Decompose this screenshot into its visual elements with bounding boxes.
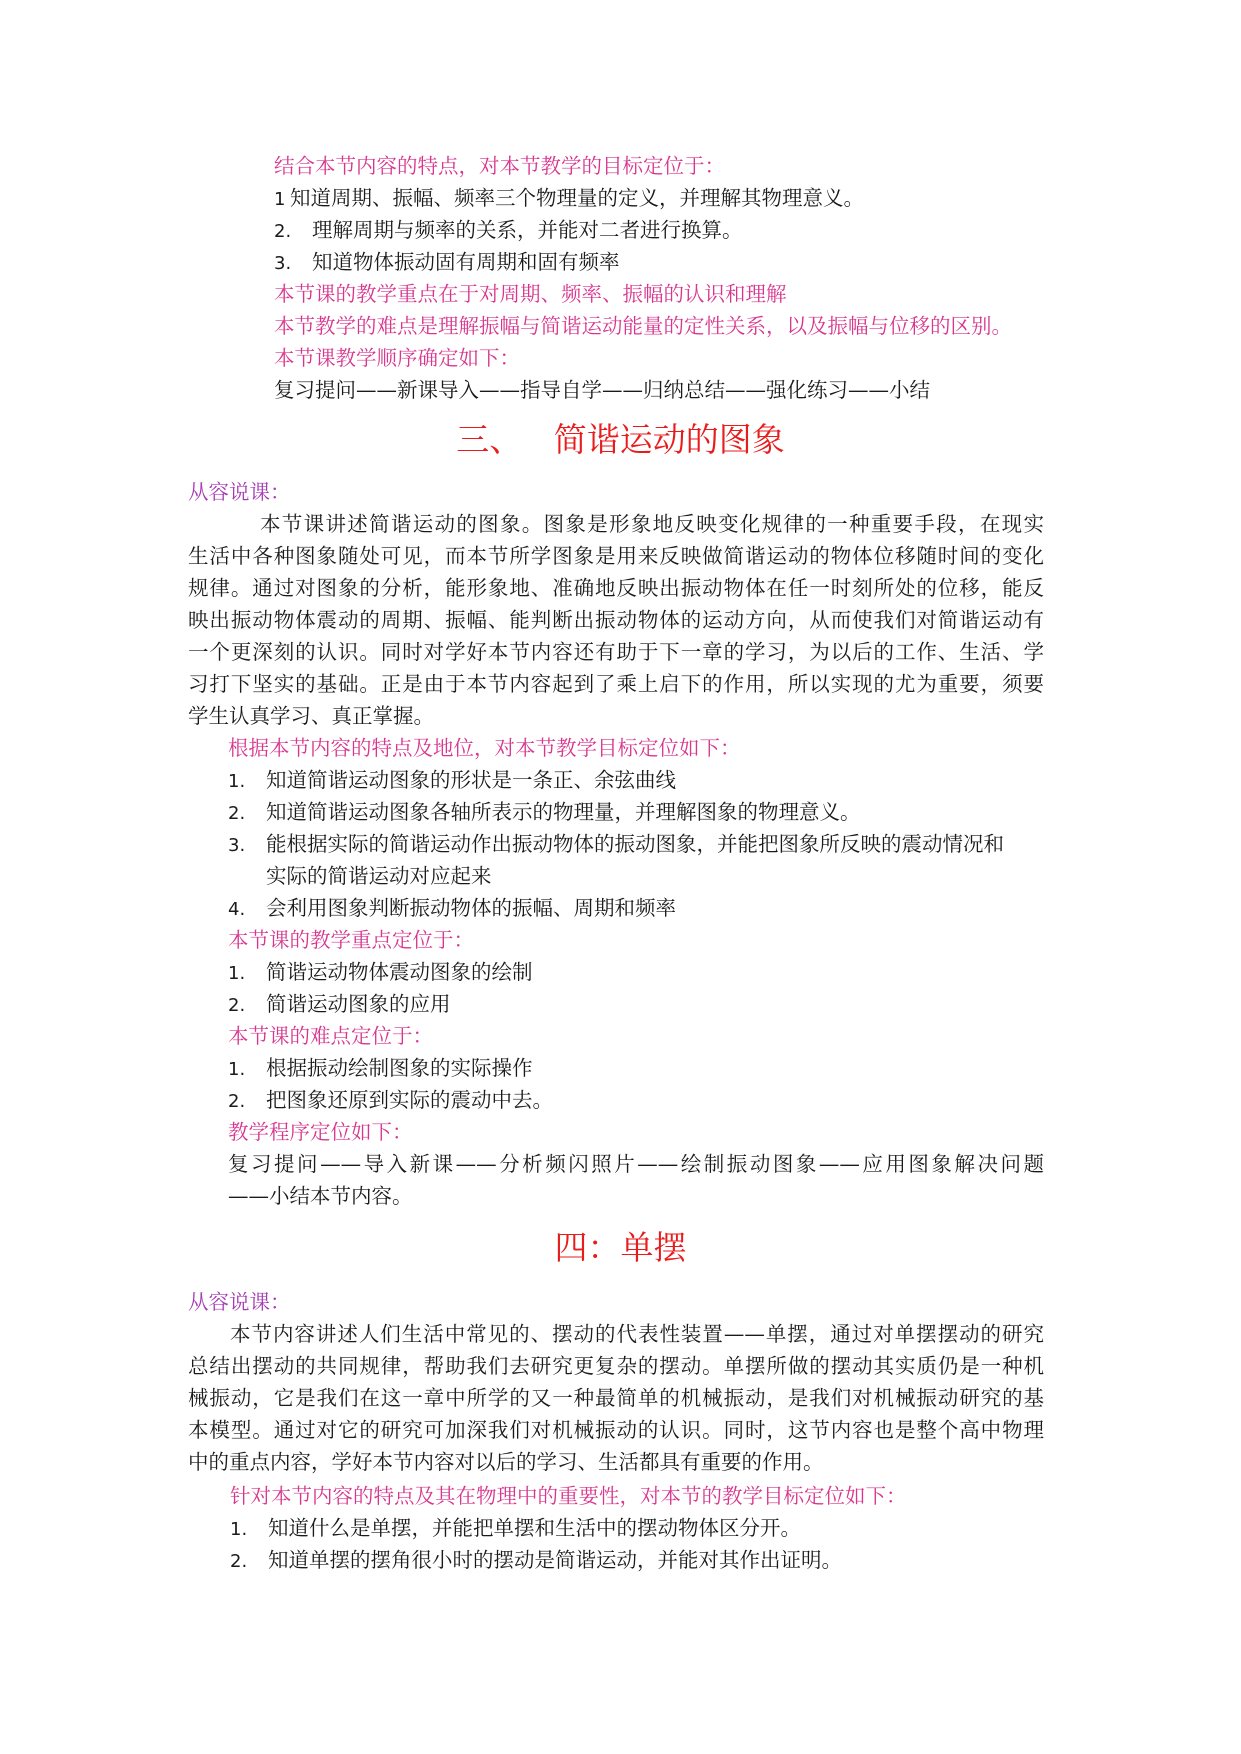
teaching-order — [228, 1148, 1044, 1212]
list-item — [228, 956, 533, 990]
list-number: 1. — [228, 1059, 246, 1080]
goal-intro: 根据本节内容的特点及地位，对本节教学目标定位如下： — [228, 736, 741, 760]
list-item — [230, 1544, 842, 1578]
section-label: 从容说课： — [188, 1290, 291, 1314]
list-number: 1. — [228, 771, 246, 792]
list-number: 3. — [228, 835, 246, 856]
list-text: 把图象还原到实际的震动中去。 — [266, 1088, 553, 1112]
order-intro: 本节课教学顺序确定如下： — [274, 346, 520, 370]
paragraph-line: 中的重点内容，学好本节内容对以后的学习、生活都具有重要的作用。 — [188, 1450, 824, 1474]
order-line: ——小结本节内容。 — [228, 1184, 413, 1208]
intro-paragraph — [188, 1318, 1044, 1478]
order-intro: 教学程序定位如下： — [228, 1120, 413, 1144]
heading-number: 三、 — [456, 420, 523, 459]
list-number: 4. — [228, 899, 246, 920]
paragraph-line: 学生认真学习、真正掌握。 — [188, 704, 434, 728]
paragraph-line: 映出振动物体震动的周期、振幅、能判断出振动物体的运动方向，从而使我们对简谐运动有 — [188, 608, 1044, 632]
section-label: 从容说课： — [188, 480, 291, 504]
teaching-order: 复习提问——新课导入——指导自学——归纳总结——强化练习——小结 — [274, 378, 930, 402]
difficulty: 本节教学的难点是理解振幅与简谐运动能量的定性关系，以及振幅与位移的区别。 — [274, 314, 1012, 338]
list-item — [228, 988, 451, 1022]
list-item — [228, 1052, 533, 1086]
heading-title: 简谐运动的图象 — [553, 420, 785, 459]
list-text: 根据振动绘制图象的实际操作 — [266, 1056, 533, 1080]
list-number: 1. — [228, 963, 246, 984]
list-item — [228, 828, 1004, 862]
paragraph-line: 本节课讲述简谐运动的图象。图象是形象地反映变化规律的一种重要手段，在现实 — [260, 512, 1044, 536]
list-item — [230, 1512, 801, 1546]
paragraph-line: 本节内容讲述人们生活中常见的、摆动的代表性装置——单摆，通过对单摆摆动的研究 — [230, 1322, 1044, 1346]
paragraph-line: 总结出摆动的共同规律，帮助我们去研究更复杂的摆动。单摆所做的摆动其实质仍是一种机 — [188, 1354, 1044, 1378]
section-heading — [0, 418, 1241, 462]
list-text: 简谐运动物体震动图象的绘制 — [266, 960, 533, 984]
list-text-continued: 实际的简谐运动对应起来 — [266, 864, 492, 888]
list-item — [274, 214, 743, 248]
list-text: 知道简谐运动图象各轴所表示的物理量，并理解图象的物理意义。 — [266, 800, 861, 824]
list-text: 能根据实际的简谐运动作出振动物体的振动图象，并能把图象所反映的震动情况和 — [266, 832, 1004, 856]
list-text: 知道简谐运动图象的形状是一条正、余弦曲线 — [266, 768, 676, 792]
list-text: 简谐运动图象的应用 — [266, 992, 451, 1016]
difficulty-intro: 本节课的难点定位于： — [228, 1024, 433, 1048]
list-text: 知道周期、振幅、频率三个物理量的定义，并理解其物理意义。 — [290, 186, 864, 210]
paragraph-line: 规律。通过对图象的分析，能形象地、准确地反映出振动物体在任一时刻所处的位移，能反 — [188, 576, 1044, 600]
paragraph-line: 生活中各种图象随处可见，而本节所学图象是用来反映做简谐运动的物体位移随时间的变化 — [188, 544, 1044, 568]
goal-intro: 结合本节内容的特点，对本节教学的目标定位于： — [274, 154, 725, 178]
list-number: 2. — [228, 803, 246, 824]
list-number: 1. — [230, 1519, 248, 1540]
list-text: 知道物体振动固有周期和固有频率 — [312, 250, 620, 274]
list-item — [228, 1084, 553, 1118]
paragraph-line: 习打下坚实的基础。正是由于本节内容起到了乘上启下的作用，所以实现的尤为重要，须要 — [188, 672, 1044, 696]
key-point: 本节课的教学重点在于对周期、频率、振幅的认识和理解 — [274, 282, 787, 306]
paragraph-line: 一个更深刻的认识。同时对学好本节内容还有助于下一章的学习，为以后的工作、生活、学 — [188, 640, 1044, 664]
list-number: 3. — [274, 253, 292, 274]
order-line: 复习提问——导入新课——分析频闪照片——绘制振动图象——应用图象解决问题 — [228, 1152, 1044, 1176]
list-text: 知道单摆的摆角很小时的摆动是简谐运动，并能对其作出证明。 — [268, 1548, 842, 1572]
list-item — [274, 182, 864, 216]
list-number: 2. — [274, 221, 292, 242]
list-text: 会利用图象判断振动物体的振幅、周期和频率 — [266, 896, 676, 920]
paragraph-line: 械振动，它是我们在这一章中所学的又一种最简单的机械振动，是我们对机械振动研究的基 — [188, 1386, 1044, 1410]
key-intro: 本节课的教学重点定位于： — [228, 928, 474, 952]
list-number: 2. — [230, 1551, 248, 1572]
goal-intro: 针对本节内容的特点及其在物理中的重要性，对本节的教学目标定位如下： — [230, 1484, 907, 1508]
list-number: 2. — [228, 995, 246, 1016]
paragraph-line: 本模型。通过对它的研究可加深我们对机械振动的认识。同时，这节内容也是整个高中物理 — [188, 1418, 1044, 1442]
list-item — [274, 246, 620, 280]
list-item — [228, 796, 861, 830]
list-number: 1 — [274, 189, 286, 210]
intro-paragraph — [188, 508, 1044, 732]
list-text: 知道什么是单摆，并能把单摆和生活中的摆动物体区分开。 — [268, 1516, 801, 1540]
list-item — [228, 764, 676, 798]
list-number: 2. — [228, 1091, 246, 1112]
list-item — [228, 892, 676, 926]
section-heading: 四：单摆 — [554, 1228, 687, 1267]
list-text: 理解周期与频率的关系，并能对二者进行换算。 — [312, 218, 743, 242]
